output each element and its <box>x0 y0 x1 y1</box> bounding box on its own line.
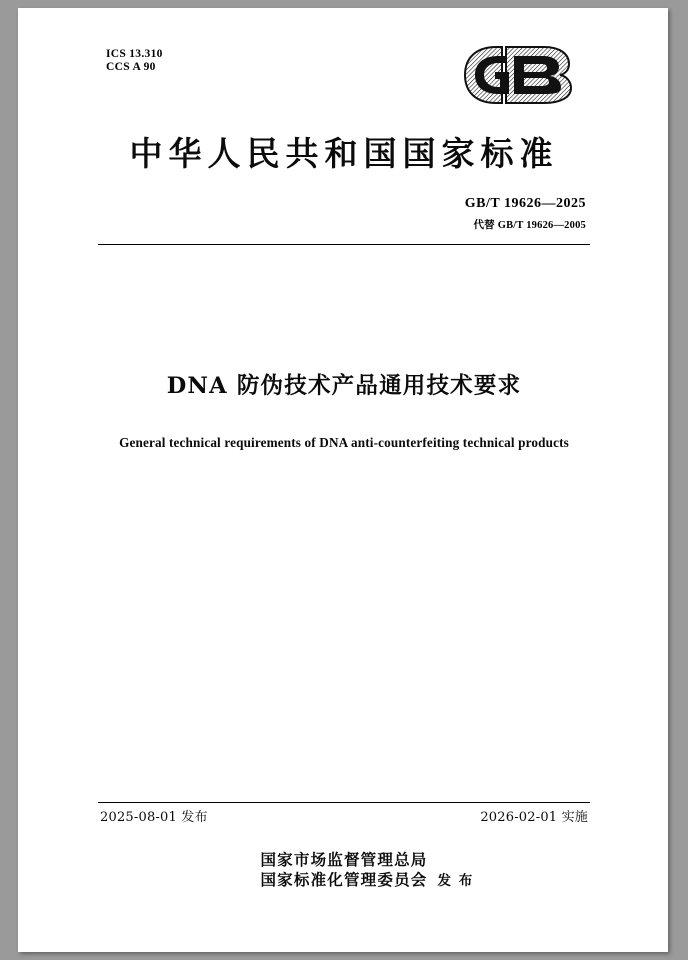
ics-code: ICS 13.310 <box>106 48 163 60</box>
standard-number: GB/T 19626—2025 <box>464 196 586 211</box>
implementation-date: 2026-02-01 实施 <box>480 810 588 825</box>
standard-number-block <box>286 196 586 232</box>
classification-codes <box>106 48 163 74</box>
publisher-block <box>88 850 600 890</box>
publisher-line-1: 国家市场监督管理总局 <box>260 850 428 869</box>
header-divider <box>98 244 590 245</box>
gb-logo-icon <box>462 44 586 106</box>
document-page <box>18 8 668 952</box>
national-standard-title: 中华人民共和国国家标准 <box>129 134 559 173</box>
publisher-line-2: 国家标准化管理委员会 <box>260 870 428 889</box>
document-header <box>106 44 586 124</box>
issue-date: 2025-08-01 发布 <box>100 810 208 825</box>
document-title-english: General technical requirements of DNA anti-counterfeiting technical products <box>119 435 569 450</box>
document-title-chinese: DNA 防伪技术产品通用技术要求 <box>166 373 522 399</box>
page-content <box>88 8 600 952</box>
ccs-code: CCS A 90 <box>106 61 156 73</box>
standard-replaces: 代替 GB/T 19626—2005 <box>473 220 586 231</box>
publisher-names <box>260 850 474 890</box>
publisher-suffix: 发 布 <box>437 873 474 889</box>
footer-divider <box>98 802 590 803</box>
